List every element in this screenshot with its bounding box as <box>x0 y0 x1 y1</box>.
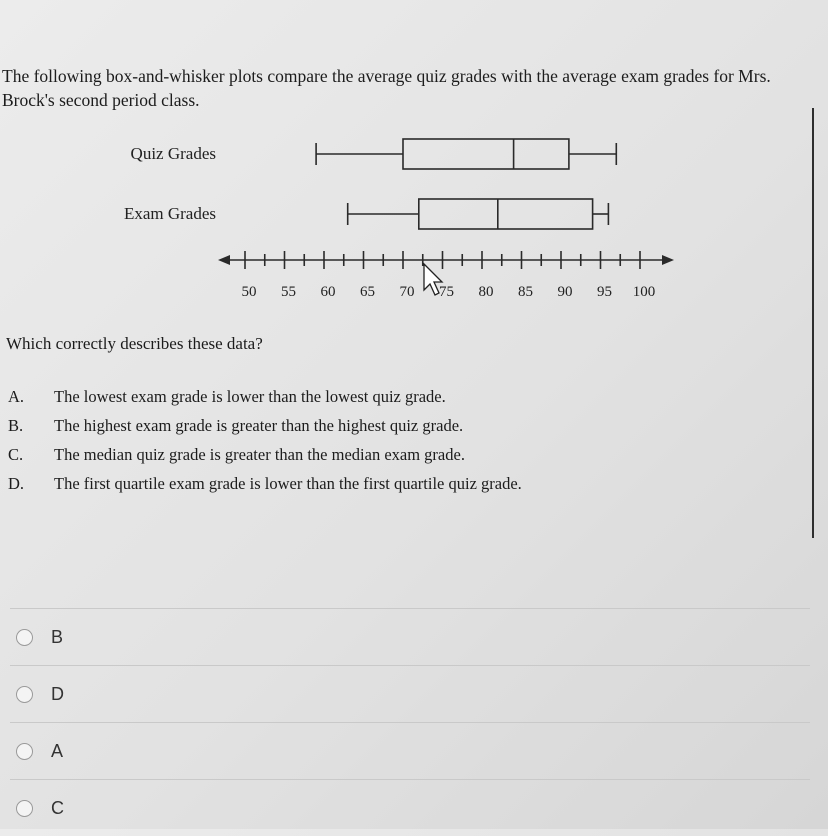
left-arrow-icon <box>218 255 230 265</box>
tick-label: 70 <box>399 284 415 300</box>
choice-b <box>6 411 522 440</box>
box-plot-chart <box>0 120 700 310</box>
choice-d <box>6 469 522 498</box>
answer-option-d[interactable] <box>0 666 810 722</box>
box-plot-0 <box>131 139 617 169</box>
tick-label: 100 <box>632 284 656 300</box>
choice-a <box>6 382 522 411</box>
choice-letter: B. <box>8 415 24 435</box>
tick-label: 95 <box>597 284 612 300</box>
box-plot-1 <box>124 199 608 229</box>
answer-option-b[interactable] <box>0 609 810 665</box>
tick-label: 55 <box>281 284 296 300</box>
answer-option-c[interactable] <box>0 780 810 836</box>
tick-label: 65 <box>360 284 375 300</box>
radio-button-icon[interactable] <box>16 686 33 703</box>
choice-list <box>6 382 522 498</box>
answer-option-label: D <box>51 683 64 704</box>
choice-text: The first quartile exam grade is lower than the first quartile quiz grade. <box>54 473 522 493</box>
tick-label: 60 <box>320 284 336 300</box>
choice-letter: A. <box>8 386 25 406</box>
tick-label: 50 <box>241 284 257 300</box>
series-label: Exam Grades <box>123 204 216 223</box>
choice-letter: C. <box>8 444 24 464</box>
series-label: Quiz Grades <box>130 144 216 163</box>
tick-label: 75 <box>439 284 454 300</box>
iqr-box <box>403 139 569 169</box>
tick-label: 80 <box>478 284 494 300</box>
answer-option-label: C <box>51 797 64 818</box>
choice-c <box>6 440 522 469</box>
iqr-box <box>419 199 593 229</box>
tick-label: 85 <box>518 284 533 300</box>
radio-button-icon[interactable] <box>16 800 33 817</box>
radio-button-icon[interactable] <box>16 743 33 760</box>
answer-option-label: B <box>51 626 64 647</box>
answer-option-label: A <box>51 740 64 761</box>
choice-text: The median quiz grade is greater than the median exam grade. <box>54 444 465 464</box>
choice-text: The lowest exam grade is lower than the lowest quiz grade. <box>54 386 446 406</box>
answer-options <box>0 608 810 836</box>
choice-text: The highest exam grade is greater than the highest quiz grade. <box>54 415 464 435</box>
answer-option-a[interactable] <box>0 723 810 779</box>
choice-letter: D. <box>8 473 25 493</box>
radio-button-icon[interactable] <box>16 629 33 646</box>
page-edge-divider <box>812 108 814 538</box>
tick-label: 90 <box>557 284 573 300</box>
question-ask: Which correctly describes these data? <box>6 334 263 353</box>
right-arrow-icon <box>662 255 674 265</box>
question-prompt: The following box-and-whisker plots compare the average quiz grades with the average exam grades for Mrs. Brock's second period class. <box>2 66 771 110</box>
